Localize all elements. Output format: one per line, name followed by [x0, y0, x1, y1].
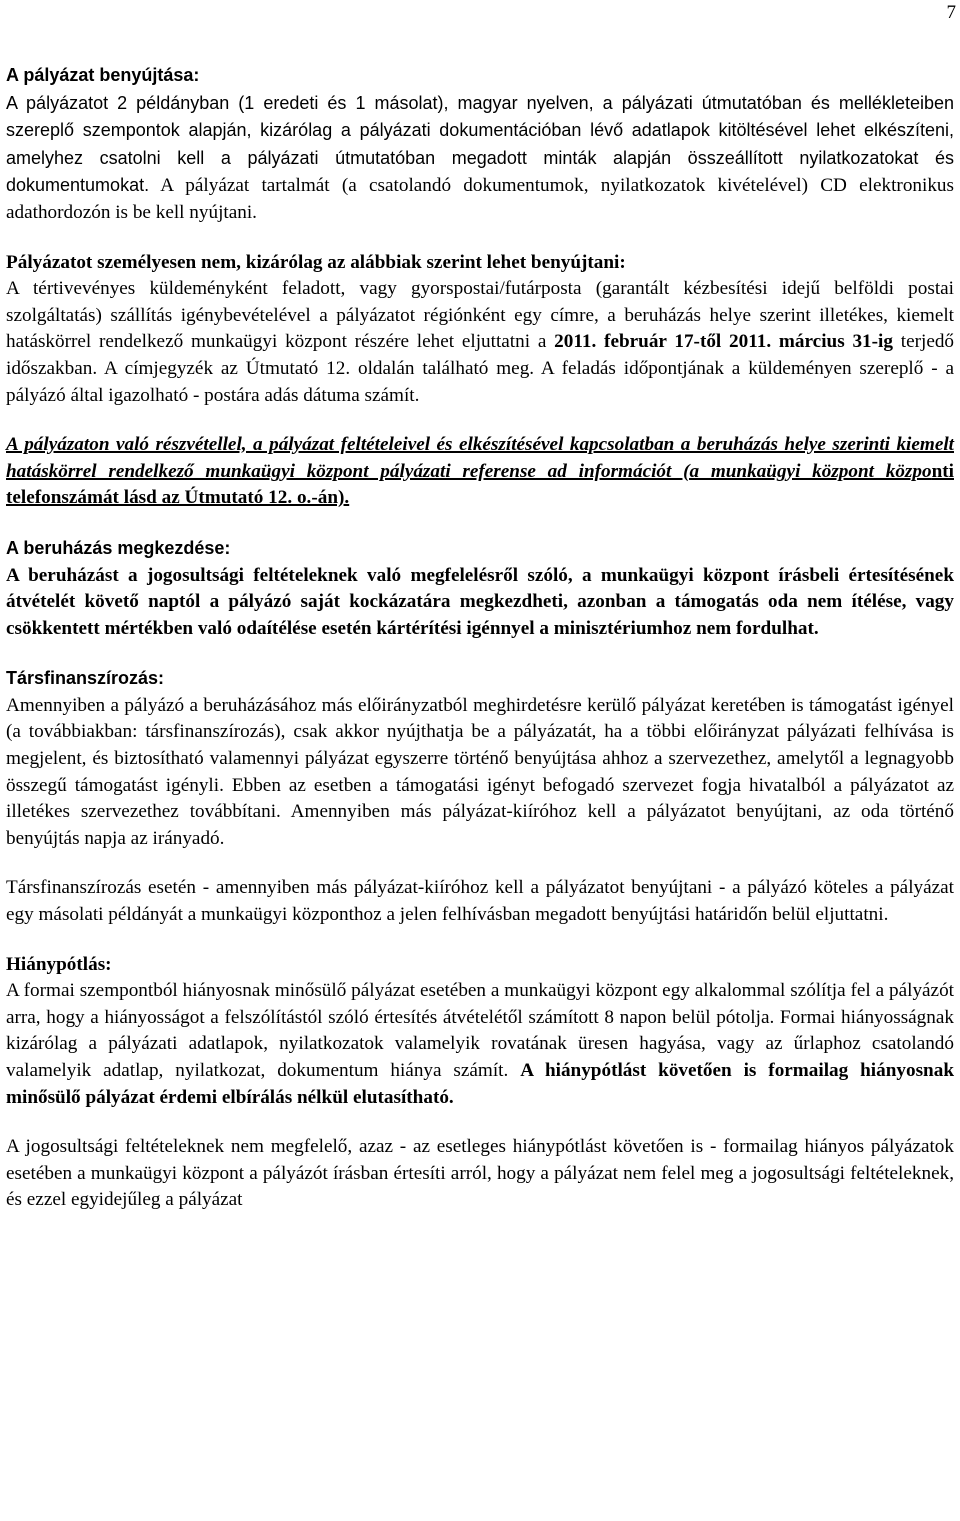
deficiency-heading: Hiánypótlás: [6, 953, 112, 975]
section-cofinancing [6, 665, 954, 852]
investment-start-heading: A beruházás megkezdése: [6, 537, 231, 558]
deficiency-text-bold: A hiánypótlást követően is formailag hiányosnak minősülő pályázat érdemi elbírálás nélkül elutasítható. [6, 1060, 954, 1108]
section-investment-start [6, 535, 954, 642]
contact-notice-text-1: A pályázaton való részvétellel, a pályázat feltételeivel és elkészítésével kapcsolatban a beruházás helye szerinti kiemelt hatáskörrel rendelkező munkaügyi központ pályázati referense ad információt (a munkaügyi központ közpo [6, 434, 954, 482]
cofinancing-text-2: Ebben az esetben a támogatási igényt befogadó szervezet fogja hivatalból a pályázatot az illetékes szervezethez továbbítani. Amennyiben más pályázat-kiíróhoz kell a pályázatot benyújtani, az oda történő benyújtás napja az irányadó. [6, 774, 955, 849]
submission-text-2: A pályázat tartalmát (a csatolandó dokumentumok, nyilatkozatok kivételével) CD elektronikus adathordozón is be kell nyújtani. [6, 175, 954, 223]
document-body [6, 62, 954, 1237]
deficiency-text-2: A jogosultsági feltételeknek nem megfelelő, azaz - az esetleges hiánypótlást követően is - formailag hiányos pályázatok esetében a munkaügyi központ a pályázót írásban értesíti arról, hogy a pályázat nem felel meg a jogosultsági feltételeknek, és ezzel egyidejűleg a pályázat [6, 1136, 954, 1211]
section-personal-delivery [6, 250, 954, 410]
deficiency-text-1: A formai szempontból hiányosnak minősülő pályázat esetében a munkaügyi központ egy alkalommal szólítja fel a pályázót arra, hogy a hiányosságot a felszólítástól szóló értesítés átvételétől számított 8 napon belül pótolja. Formai hiányosságnak kizárólag a pályázati adatlapok, nyilatkozatok valamelyik rovatának üresen hagyása, vagy az űrlaphoz csatolandó valamelyik adatlap, nyilatkozat, dokumentum hiánya számít. [6, 980, 954, 1081]
personal-delivery-date-range: 2011. február 17-től 2011. március 31-ig [554, 331, 893, 353]
submission-heading: A pályázat benyújtása: [6, 65, 200, 85]
personal-delivery-text-1: A tértivevényes küldeményként feladott, vagy gyorspostai/futárposta (garantált kézbesítési idejű belföldi postai szolgáltatás) szállítás igénybevételével a pályázatot régiónként egy címre, a beruházás helye szerint illetékes, kiemelt hatáskörrel rendelkező munkaügyi központ részére lehet eljuttatni a [6, 278, 954, 353]
cofinancing-text-1: Amennyiben a pályázó a beruházásához más előirányzatból meghirdetésre kerülő pályázat keretében is támogatást igényel (a továbbiakban: társfinanszírozás), csak akkor nyújthatja be a pályázatát, ha a többi előirányzat pályázati felhívása is megjelent, és biztosítható valamennyi pályázat egyszerre történő benyújtása ahhoz a szervezethez, amelytől a legnagyobb összegű támogatást igényli. [6, 694, 954, 796]
page-number: 7 [946, 2, 956, 23]
cofinancing-heading: Társfinanszírozás: [6, 668, 165, 689]
personal-delivery-text-2: terjedő időszakban. [6, 331, 955, 379]
personal-delivery-text-3: A címjegyzék az Útmutató 12. oldalán található meg. [103, 357, 535, 379]
section-cofinancing-copy [6, 875, 954, 928]
section-deficiency-eligibility [6, 1134, 954, 1214]
section-contact-notice [6, 432, 954, 512]
personal-delivery-text-4: A feladás időpontjának a küldeményen szereplő - a pályázó által igazolható - postára adás dátuma számít. [6, 357, 954, 406]
personal-delivery-heading: Pályázatot személyesen nem, kizárólag az alábbiak szerint lehet benyújtani: [6, 251, 626, 273]
cofinancing-text-3: Társfinanszírozás esetén - amennyiben más pályázat-kiíróhoz kell a pályázatot benyújtani - a pályázó köteles a pályázat egy másolati példányát a munkaügyi központhoz a jelen felhívásban megadott benyújtási határidőn belül eljuttatni. [6, 877, 954, 926]
submission-text-1: A pályázatot 2 példányban (1 eredeti és 1 másolat), magyar nyelven, a pályázati útmutatóban és mellékleteiben szereplő szempontok alapján, kizárólag a pályázati dokumentációban lévő adatlapok kitöltésével lehet elkészíteni, amelyhez csatolni kell a pályázati útmutatóban megadott minták alapján összeállított nyilatkozatokat és dokumentumokat. [6, 92, 954, 196]
section-submission [6, 62, 954, 227]
investment-start-text: A beruházást a jogosultsági feltételeknek való megfelelésről szóló, a munkaügyi központ írásbeli értesítésének átvételét követő naptól a pályázó saját kockázatára megkezdheti, azonban a támogatás oda nem ítélése, vagy csökkentett mértékben való odaítélése esetén kártérítési igénnyel a minisztériumhoz nem fordulhat. [6, 564, 954, 639]
section-deficiency [6, 952, 954, 1112]
contact-notice-text-2: nti telefonszámát lásd az Útmutató 12. o.-án). [6, 460, 954, 509]
